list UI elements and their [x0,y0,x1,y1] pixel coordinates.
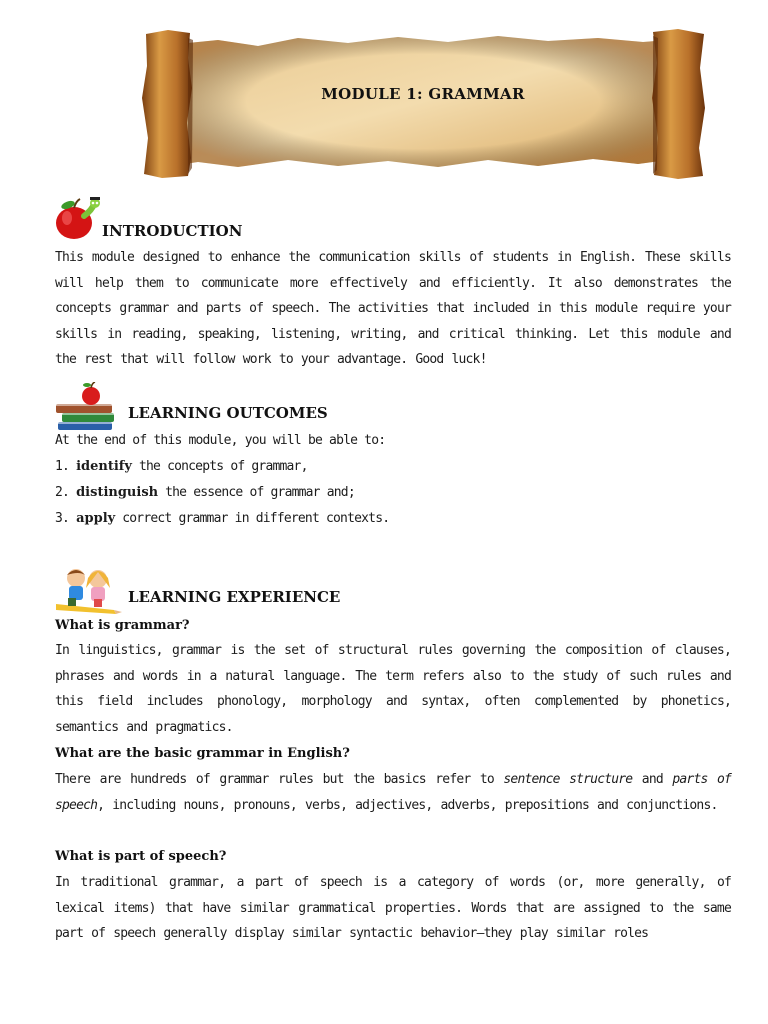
module-title: MODULE 1: GRAMMAR [321,85,525,103]
question-basic-grammar: What are the basic grammar in English? [55,746,350,761]
outcomes-intro: At the end of this module, you will be able to: [55,433,386,448]
answer-part-of-speech: In traditional grammar, a part of speech is a category of words (or, more generally, of lexical items) that have similar grammatical properties. Words that are assigned to the same part of speech generally display similar syntactic behavior—they play similar roles [55,875,731,942]
learning-experience-heading [54,566,374,614]
introduction-heading [54,196,274,244]
learning-experience-title: LEARNING EXPERIENCE [128,588,341,606]
answer-basic-grammar: There are hundreds of grammar rules but the basics refer to sentence structure and parts of speech, including nouns, pronouns, verbs, adjectives, adverbs, prepositions and conjunctions. [55,772,732,813]
outcome-item-2: 2. distinguish the essence of grammar and; [55,485,355,500]
header-scroll-banner [138,28,708,180]
question-what-is-grammar: What is grammar? [55,618,190,633]
books-apple-icon [54,382,120,432]
apple-worm-icon [54,196,104,242]
question-part-of-speech: What is part of speech? [55,849,227,864]
introduction-text: This module designed to enhance the communication skills of students in English. These skills will help them to communicate more effectively and efficiently. It also demonstrates the concepts grammar and parts of speech. The activities that included in this module require your skills in reading, speaking, listening, writing, and critical thinking. Let this module and the rest that will follow work to your advantage. Good luck! [55,250,731,368]
parchment-scroll-icon [138,28,708,180]
kids-pencil-icon [54,566,124,616]
learning-outcomes-title: LEARNING OUTCOMES [128,404,328,422]
outcome-item-3: 3. apply correct grammar in different contexts. [55,511,390,526]
answer-what-is-grammar: In linguistics, grammar is the set of structural rules governing the composition of clauses, phrases and words in a natural language. The term refers also to the study of such rules and this field includes phonology, morphology and syntax, often complemented by phonetics, semantics and pragmatics. [55,643,731,735]
outcome-item-1: 1. identify the concepts of grammar, [55,459,308,474]
learning-outcomes-heading [54,382,374,430]
introduction-title: INTRODUCTION [102,222,243,240]
